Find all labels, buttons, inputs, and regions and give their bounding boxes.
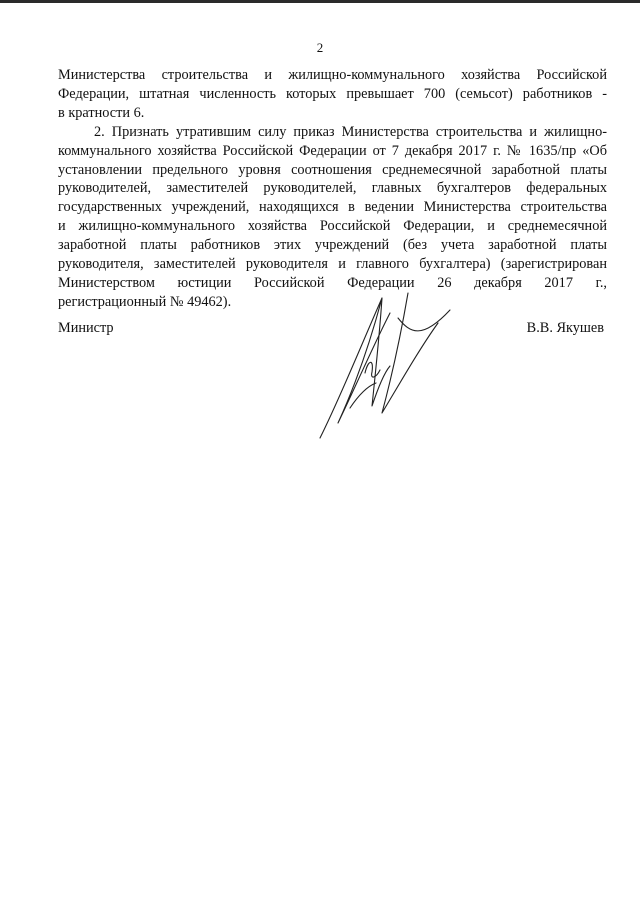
document-body bbox=[58, 66, 607, 312]
signatory-name: В.В. Якушев bbox=[526, 320, 604, 336]
continuation-paragraph bbox=[58, 66, 607, 123]
page-number: 2 bbox=[316, 40, 324, 55]
text-line: Федерации, штатная численность которых превышает 700 (семьсот) работников - bbox=[58, 85, 607, 102]
text-line: Министерством юстиции Российской Федерации 26 декабря 2017 г., bbox=[58, 274, 607, 291]
text-line: коммунального хозяйства Российской Федерации от 7 декабря 2017 г. № 1635/пр «Об bbox=[58, 142, 607, 159]
text-line: заработной платы работников этих учреждений (без учета заработной платы bbox=[58, 237, 607, 254]
text-line: 2. Признать утратившим силу приказ Министерства строительства и жилищно- bbox=[94, 123, 607, 140]
signatory-title: Министр bbox=[58, 320, 114, 336]
text-line: регистрационный № 49462). bbox=[58, 293, 232, 310]
text-line: руководителей, заместителей руководителей, главных бухгалтеров федеральных bbox=[58, 180, 607, 197]
text-line: Министерства строительства и жилищно-коммунального хозяйства Российской bbox=[58, 67, 607, 83]
text-line: и жилищно-коммунального хозяйства Российской Федерации, и среднемесячной bbox=[58, 218, 607, 235]
handwritten-signature bbox=[310, 288, 460, 443]
text-line: установлении предельного уровня соотношения среднемесячной заработной платы bbox=[58, 161, 607, 178]
item-2-paragraph bbox=[58, 123, 607, 312]
text-line: государственных учреждений, находящихся в ведении Министерства строительства bbox=[58, 199, 607, 216]
text-line: руководителя, заместителей руководителя и главного бухгалтера) (зарегистрирован bbox=[58, 256, 607, 273]
text-line: в кратности 6. bbox=[58, 104, 145, 121]
top-border-line bbox=[0, 0, 640, 3]
